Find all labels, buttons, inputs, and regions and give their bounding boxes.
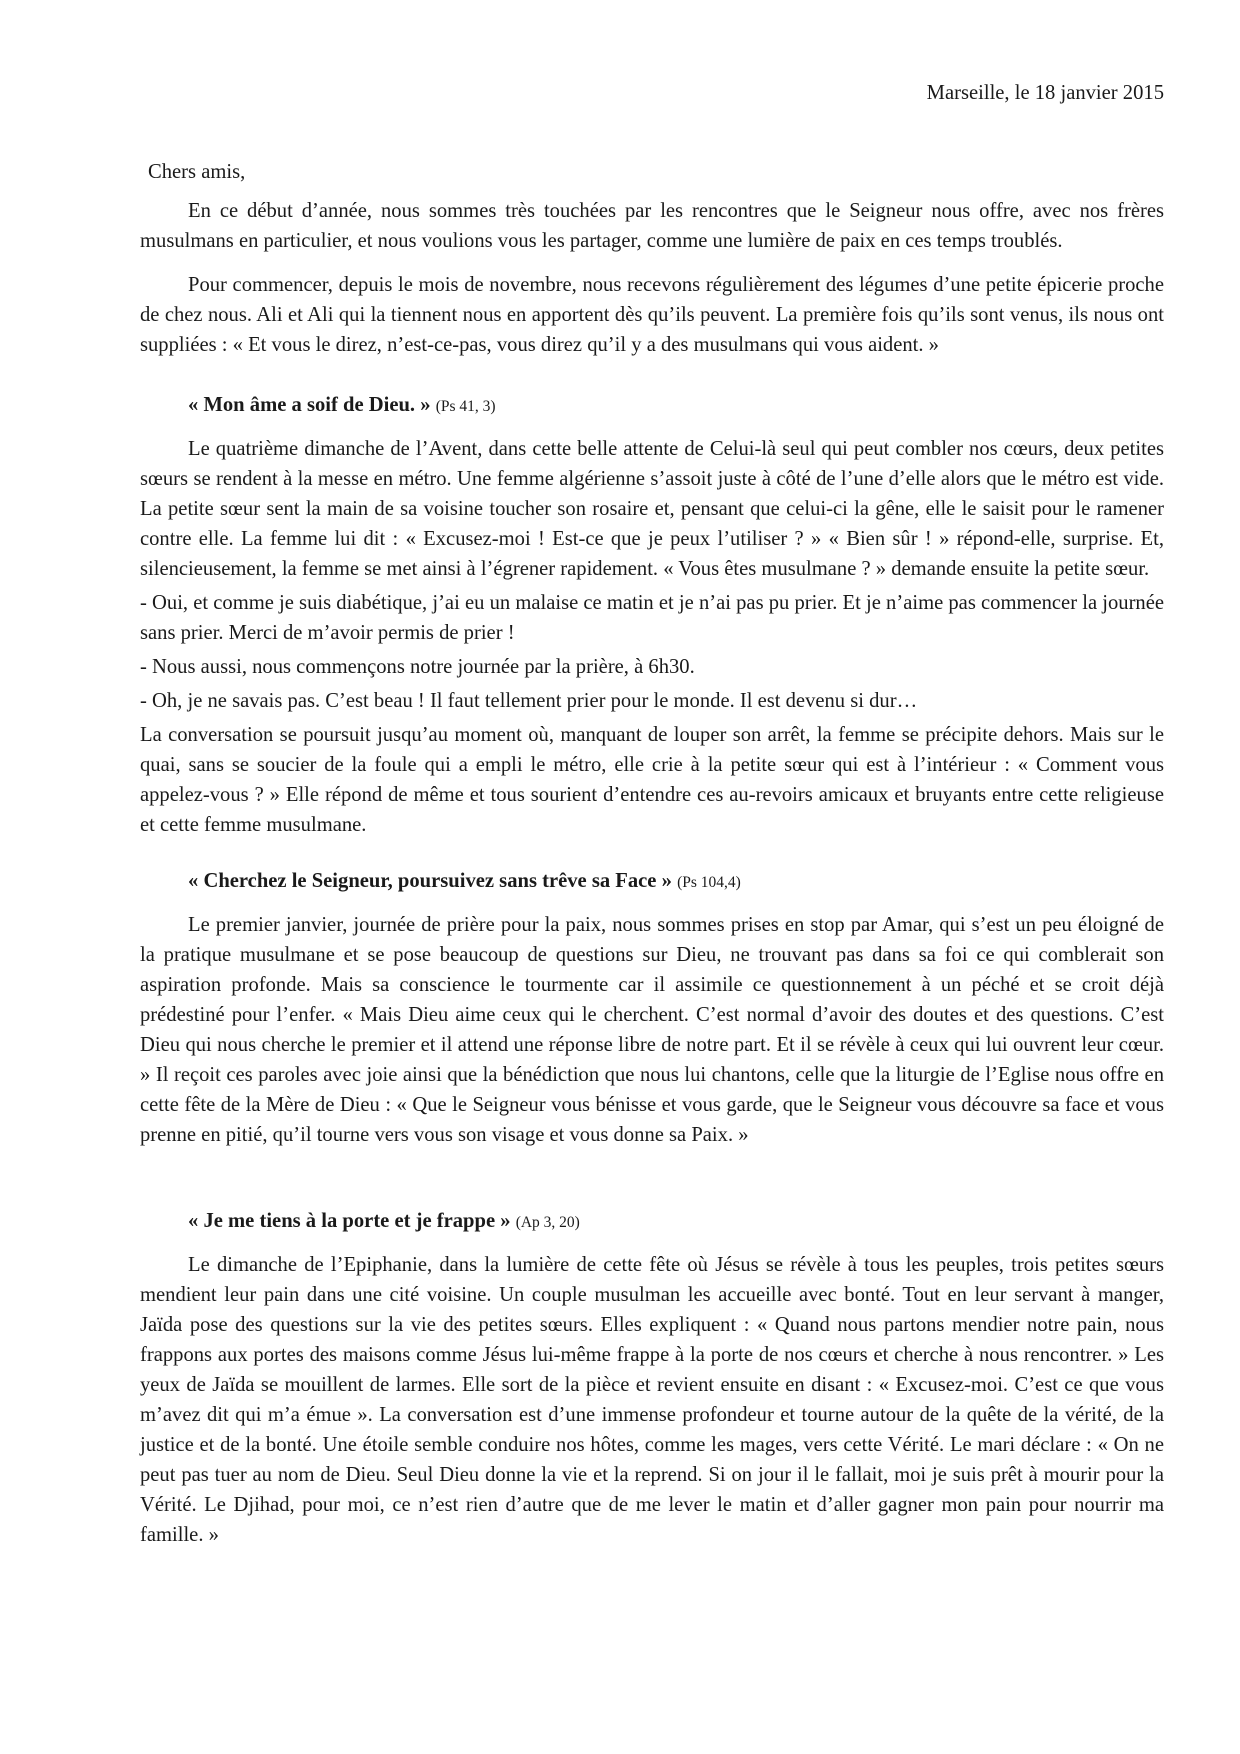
- letter-date: Marseille, le 18 janvier 2015: [926, 82, 1164, 104]
- dialogue-line-3: - Oh, je ne savais pas. C’est beau ! Il faut tellement prier pour le monde. Il est devenu si dur…: [140, 690, 918, 712]
- section-reference: (Ps 104,4): [677, 874, 741, 891]
- section-heading-2: [140, 866, 1164, 898]
- section-title: « Je me tiens à la porte et je frappe »: [188, 1210, 511, 1232]
- section-title: « Cherchez le Seigneur, poursuivez sans trêve sa Face »: [188, 870, 672, 892]
- section-1-paragraph-closing: La conversation se poursuit jusqu’au moment où, manquant de louper son arrêt, la femme se précipite dehors. Mais sur le quai, sans se soucier de la foule qui a empli le métro, elle crie à la petite sœur qui est à l’intérieur : « Comment vous appelez-vous ? » Elle répond de même et tous sourient d’entendre ces au-revoirs amicaux et bruyants entre cette religieuse et cette femme musulmane.: [140, 724, 1164, 836]
- section-reference: (Ps 41, 3): [435, 398, 496, 415]
- section-1-paragraph-1: Le quatrième dimanche de l’Avent, dans cette belle attente de Celui-là seul qui peut combler nos cœurs, deux petites sœurs se rendent à la messe en métro. Une femme algérienne s’assoit juste à côté de l’une d’elle alors que le métro est vide. La petite sœur sent la main de sa voisine toucher son rosaire et, pensant que celui-ci la gêne, elle le saisit pour le ramener contre elle. La femme lui dit : « Excusez-moi ! Est-ce que je peux l’utiliser ? » « Bien sûr ! » répond-elle, surprise. Et, silencieusement, la femme se met ainsi à l’égrener rapidement. « Vous êtes musulmane ? » demande ensuite la petite sœur.: [140, 438, 1164, 580]
- intro-paragraph-2: Pour commencer, depuis le mois de novembre, nous recevons régulièrement des légumes d’une petite épicerie proche de chez nous. Ali et Ali qui la tiennent nous en apportent dès qu’ils peuvent. La première fois qu’ils sont venus, ils nous ont suppliées : « Et vous le direz, n’est-ce-pas, vous direz qu’il y a des musulmans qui vous aident. »: [140, 274, 1164, 356]
- section-reference: (Ap 3, 20): [515, 1214, 580, 1231]
- intro-paragraph-1: En ce début d’année, nous sommes très touchées par les rencontres que le Seigneur nous offre, avec nos frères musulmans en particulier, et nous voulions vous les partager, comme une lumière de paix en ces temps troublés.: [140, 200, 1164, 252]
- section-heading-3: [140, 1206, 1164, 1238]
- section-2-paragraph-1: Le premier janvier, journée de prière pour la paix, nous sommes prises en stop par Amar, qui s’est un peu éloigné de la pratique musulmane et se pose beaucoup de questions sur Dieu, ne trouvant pas dans sa foi ce qui comblerait son aspiration profonde. Mais sa conscience le tourmente car il assimile ce questionnement à un péché et se croit déjà prédestiné pour l’enfer. « Mais Dieu aime ceux qui le cherchent. C’est normal d’avoir des doutes et des questions. C’est Dieu qui nous cherche le premier et il attend une réponse libre de notre part. Et il se révèle à ceux qui lui ouvrent leur cœur. » Il reçoit ces paroles avec joie ainsi que la bénédiction que nous lui chantons, celle que la liturgie de l’Eglise nous offre en cette fête de la Mère de Dieu : « Que le Seigneur vous bénisse et vous garde, que le Seigneur vous découvre sa face et vous prenne en pitié, qu’il tourne vers vous son visage et vous donne sa Paix. »: [140, 914, 1164, 1146]
- salutation: Chers amis,: [148, 161, 246, 183]
- dialogue-line-2: - Nous aussi, nous commençons notre journée par la prière, à 6h30.: [140, 656, 695, 678]
- section-heading-1: [140, 390, 1164, 422]
- section-title: « Mon âme a soif de Dieu. »: [188, 394, 431, 416]
- letter-body: [140, 196, 1164, 1550]
- dialogue-line-1: - Oui, et comme je suis diabétique, j’ai eu un malaise ce matin et je n’ai pas pu prier. Et je n’aime pas commencer la journée sans prier. Merci de m’avoir permis de prier !: [140, 592, 1164, 644]
- section-3-paragraph-1: Le dimanche de l’Epiphanie, dans la lumière de cette fête où Jésus se révèle à tous les peuples, trois petites sœurs mendient leur pain dans une cité voisine. Un couple musulman les accueille avec bonté. Tout en leur servant à manger, Jaïda pose des questions sur la vie des petites sœurs. Elles expliquent : « Quand nous partons mendier notre pain, nous frappons aux portes des maisons comme Jésus lui-même frappe à la porte de nos cœurs et cherche à nous rencontrer. » Les yeux de Jaïda se mouillent de larmes. Elle sort de la pièce et revient ensuite en disant : « Excusez-moi. C’est ce que vous m’avez dit qui m’a émue ». La conversation est d’une immense profondeur et tourne autour de la quête de la vérité, de la justice et de la bonté. Une étoile semble conduire nos hôtes, comme les mages, vers cette Vérité. Le mari déclare : « On ne peut pas tuer au nom de Dieu. Seul Dieu donne la vie et la reprend. Si on jour il le fallait, moi je suis prêt à mourir pour la Vérité. Le Djihad, pour moi, ce n’est rien d’autre que de me lever le matin et d’aller gagner mon pain pour nourrir ma famille. »: [140, 1254, 1164, 1546]
